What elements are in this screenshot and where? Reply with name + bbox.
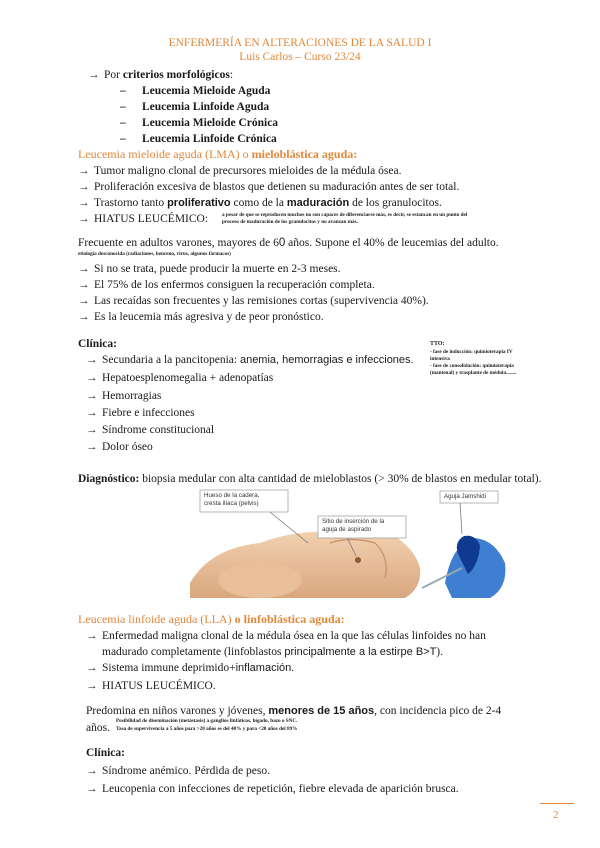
tto-line: intensiva [430, 356, 450, 362]
tto-title: TTO: [430, 341, 445, 347]
clinica-item: → Leucopenia con infecciones de repetición, fiebre elevada de aparición brusca. [86, 783, 459, 795]
bullet-item: → Proliferación excesiva de blastos que detienen su maduración antes de ser total. [78, 181, 460, 193]
clinica-item: → Fiebre e infecciones [86, 407, 195, 419]
bullet-item-hiatus: → HIATUS LEUCÉMICO: [78, 213, 209, 225]
morph-item: – Leucemia Linfoide Crónica [120, 133, 277, 145]
bullet-item-cont: madurado completamente (linfoblastos principalmente a la estirpe B>T). [102, 646, 444, 658]
bullet-item: → Sistema immune deprimido+inflamación. [86, 662, 295, 674]
section-title-lla: Leucemia linfoide aguda (LLA) o linfoblástica aguda: [78, 612, 345, 626]
frequency-text: Frecuente en adultos varones, mayores de 60 años. Supone el 40% de leucemias del adulto. [78, 237, 499, 249]
bullet-item: → Trastorno tanto proliferativo como de la maduración de los granulocitos. [78, 197, 442, 209]
morph-item: – Leucemia Mieloide Crónica [120, 117, 279, 129]
handwritten-note: Tasa de supervivencia a 5 años para >20 años es del 40% y para <20 años del 89% [116, 726, 298, 732]
handwritten-note: a pesar de que se reproducen muchos no son capaces de diferenciarse más, es decir, se estancan en un punto del [222, 212, 468, 218]
tto-line: - fase de consolidación: quimioterapia [430, 363, 514, 369]
morph-item: – Leucemia Linfoide Aguda [120, 101, 270, 113]
tto-line: (mantenal) y trasplante de médula........ [430, 370, 517, 376]
morph-item: – Leucemia Mieloide Aguda [120, 85, 271, 97]
clinica-item: → Síndrome anémico. Pérdida de peso. [86, 765, 270, 777]
clinica-item: → Secundaria a la pancitopenia: anemia, hemorragias e infecciones. [86, 354, 414, 366]
insertion-site [355, 557, 361, 563]
page-number: 2 [553, 809, 559, 821]
callout-site: Sitio de inserción de la aguja de aspirado [322, 518, 385, 533]
etiology-note: etiología desconocida (radiaciones, benceno, virus, algunos fármacos) [78, 251, 231, 257]
bullet-item: → El 75% de los enfermos consiguen la recuperación completa. [78, 279, 375, 291]
callout-needle: Aguja Jamshidi [444, 493, 486, 500]
bullet-item: → Si no se trata, puede producir la muerte en 2-3 meses. [78, 263, 341, 275]
bullet-item: → Enfermedad maligna clonal de la médula ósea en la que las células linfoides no han [86, 630, 486, 642]
patient-arm [218, 562, 302, 598]
predomina-cont: años. [86, 722, 110, 734]
clinica-item: → Hemorragias [86, 390, 162, 402]
page-header-subtitle: Luis Carlos – Curso 23/24 [239, 51, 361, 63]
clinica-title: Clínica: [78, 338, 117, 350]
bullet-item: → Las recaídas son frecuentes y las remisiones cortas (supervivencia 40%). [78, 295, 429, 307]
handwritten-note: Posibilidad de diseminación (metástasis) a ganglios linfáticos, hígado, bazo o SNC. [116, 718, 298, 724]
tto-line: - fase de inducción: quimioterapia IV [430, 349, 513, 355]
clinica-title: Clínica: [86, 747, 125, 759]
predomina-line: Predomina en niños varones y jóvenes, menores de 15 años, con incidencia pico de 2-4 [86, 705, 502, 717]
bullet-item: → Tumor maligno clonal de precursores mieloides de la médula ósea. [78, 165, 402, 177]
morph-criteria-line: → Por criterios morfológicos: [88, 69, 234, 81]
bullet-item: → HIATUS LEUCÉMICO. [86, 680, 216, 692]
callout-hip: Hueso de la cadera, cresta ilíaca (pelvis) [204, 492, 260, 507]
clinica-item: → Dolor óseo [86, 441, 153, 453]
bone-marrow-biopsy-illustration [190, 488, 520, 598]
page-header-title: ENFERMERÍA EN ALTERACIONES DE LA SALUD I [168, 37, 432, 49]
diagnostico-line: Diagnóstico: biopsia medular con alta cantidad de mieloblastos (> 30% de blastos en medular total). [78, 473, 542, 485]
handwritten-note: proceso de maduración de los granulocitos y no avanzan más. [222, 219, 358, 225]
bullet-item: → Es la leucemia más agresiva y de peor pronóstico. [78, 311, 324, 323]
clinica-item: → Síndrome constitucional [86, 424, 215, 436]
arrow-icon: → [88, 69, 100, 81]
clinica-item: → Hepatoesplenomegalia + adenopatías [86, 372, 274, 384]
section-title-lma: Leucemia mieloide aguda (LMA) o mieloblástica aguda: [78, 147, 358, 161]
footer-divider [540, 803, 574, 804]
